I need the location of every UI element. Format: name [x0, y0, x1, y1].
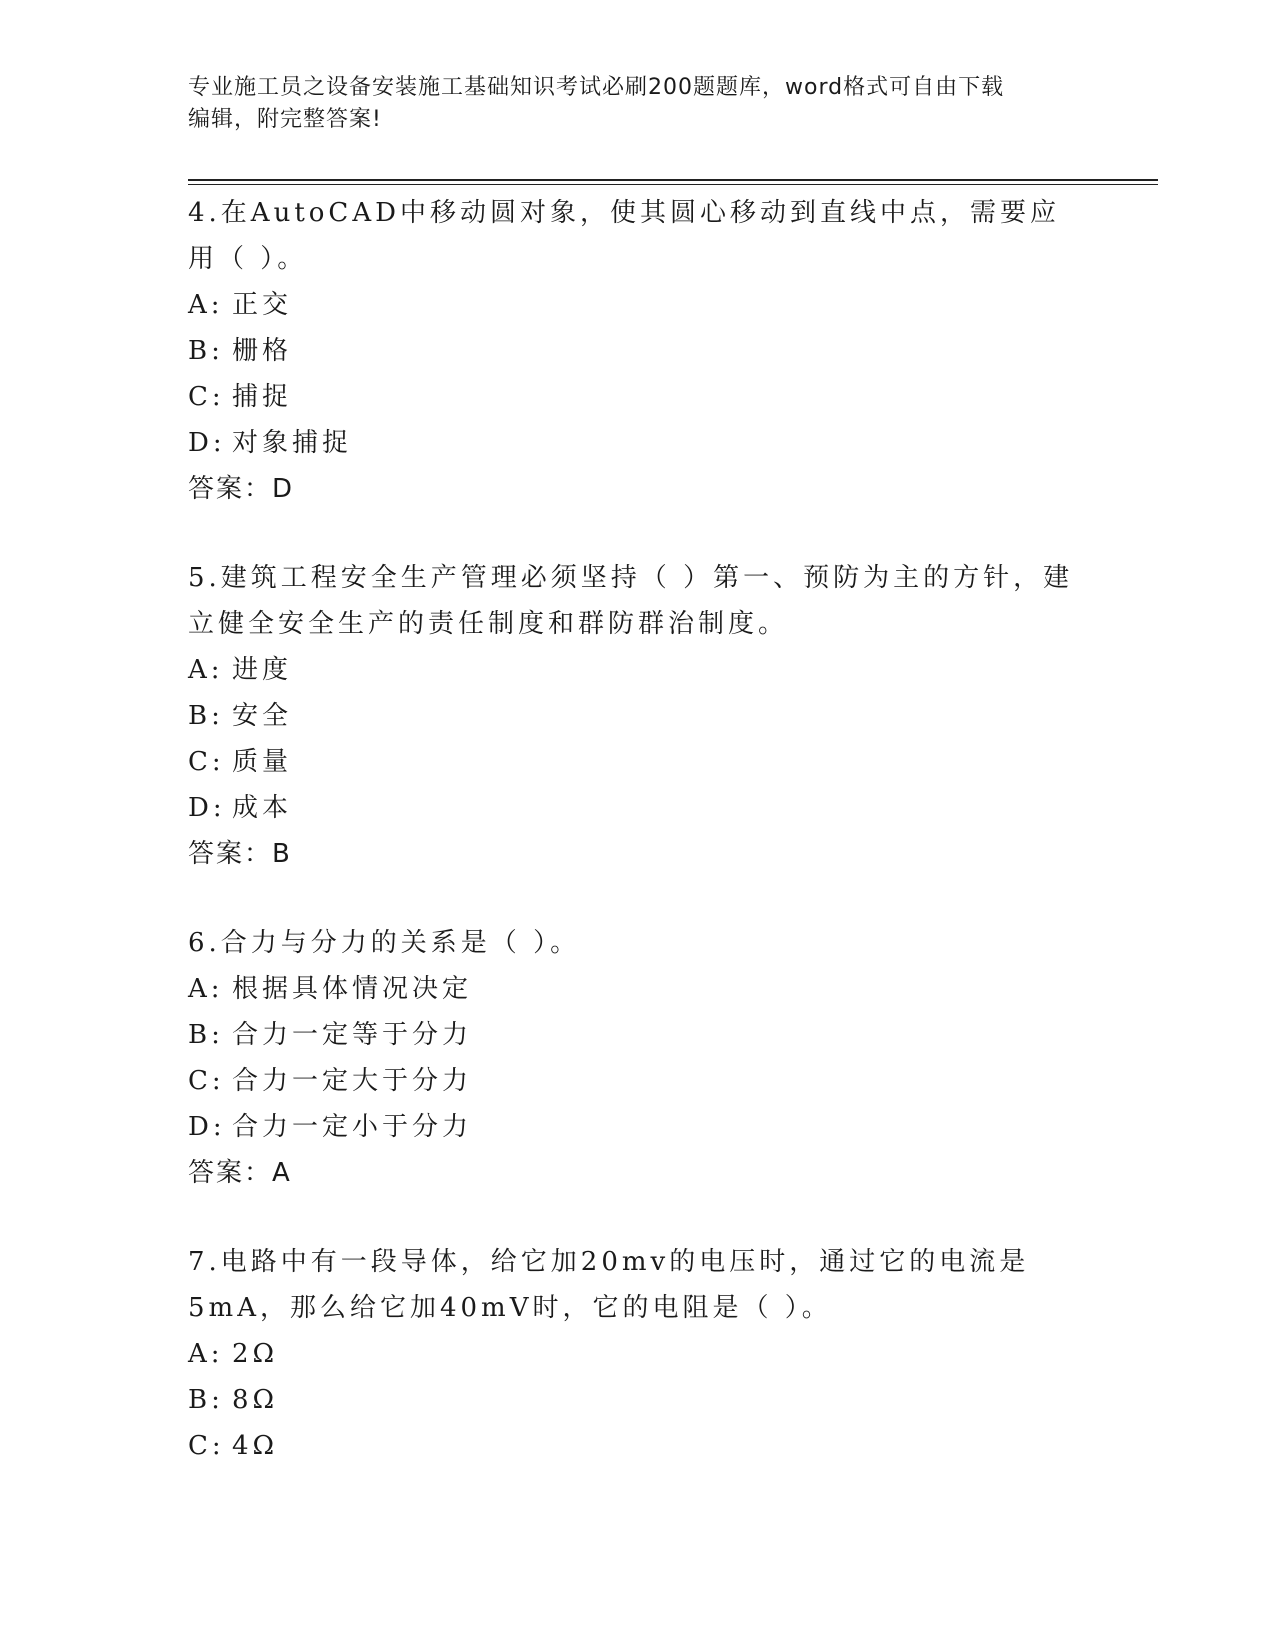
option-text: 安全	[232, 701, 293, 731]
option-c	[188, 739, 1088, 785]
header-divider	[188, 179, 1158, 181]
option-key: A:	[188, 290, 224, 320]
option-b	[188, 1377, 1088, 1423]
option-text: 进度	[232, 655, 293, 685]
question-4	[188, 190, 1088, 512]
header-divider-thin	[188, 184, 1158, 185]
option-a	[188, 282, 1088, 328]
option-key: C:	[188, 747, 225, 777]
option-text: 2Ω	[232, 1339, 279, 1369]
option-key: C:	[188, 1431, 225, 1461]
option-key: D:	[188, 428, 226, 458]
option-key: C:	[188, 1066, 225, 1096]
option-text: 捕捉	[232, 382, 293, 412]
question-6	[188, 920, 1088, 1196]
option-text: 合力一定小于分力	[232, 1112, 473, 1142]
option-key: A:	[188, 1339, 224, 1369]
option-a	[188, 647, 1088, 693]
option-key: B:	[188, 701, 224, 731]
question-7	[188, 1239, 1088, 1469]
question-5	[188, 555, 1088, 877]
option-key: D:	[188, 793, 226, 823]
question-stem: 7.电路中有一段导体，给它加20mv的电压时，通过它的电流是5mA，那么给它加40mV时，它的电阻是（ ）。	[188, 1247, 1030, 1323]
header-title-line-2: 编辑，附完整答案!	[188, 107, 382, 132]
option-b	[188, 1012, 1088, 1058]
option-text: 根据具体情况决定	[232, 974, 473, 1004]
option-text: 栅格	[232, 336, 293, 366]
option-c	[188, 1058, 1088, 1104]
option-d	[188, 785, 1088, 831]
option-key: B:	[188, 1020, 224, 1050]
option-key: D:	[188, 1112, 226, 1142]
document-header	[188, 72, 1068, 136]
option-text: 4Ω	[232, 1431, 279, 1461]
answer-line: 答案：A	[188, 1158, 292, 1188]
option-key: A:	[188, 655, 224, 685]
option-text: 对象捕捉	[232, 428, 353, 458]
header-title-line-1: 专业施工员之设备安装施工基础知识考试必刷200题题库，word格式可自由下载	[188, 75, 1005, 100]
option-b	[188, 693, 1088, 739]
option-c	[188, 374, 1088, 420]
option-d	[188, 420, 1088, 466]
answer-line: 答案：B	[188, 839, 292, 869]
option-b	[188, 328, 1088, 374]
option-text: 合力一定等于分力	[232, 1020, 473, 1050]
option-text: 正交	[232, 290, 293, 320]
option-text: 合力一定大于分力	[232, 1066, 473, 1096]
option-text: 质量	[232, 747, 293, 777]
option-key: B:	[188, 1385, 224, 1415]
option-c	[188, 1423, 1088, 1469]
question-stem: 4.在AutoCAD中移动圆对象，使其圆心移动到直线中点，需要应用（ ）。	[188, 198, 1060, 274]
option-text: 8Ω	[232, 1385, 279, 1415]
option-a	[188, 966, 1088, 1012]
question-stem: 5.建筑工程安全生产管理必须坚持（ ）第一、预防为主的方针，建立健全安全生产的责任制度和群防群治制度。	[188, 563, 1074, 639]
option-d	[188, 1104, 1088, 1150]
question-list	[188, 190, 1088, 1512]
answer-line: 答案：D	[188, 474, 295, 504]
option-key: C:	[188, 382, 225, 412]
option-key: A:	[188, 974, 224, 1004]
question-stem: 6.合力与分力的关系是（ ）。	[188, 928, 581, 958]
option-key: B:	[188, 336, 224, 366]
option-text: 成本	[232, 793, 293, 823]
option-a	[188, 1331, 1088, 1377]
